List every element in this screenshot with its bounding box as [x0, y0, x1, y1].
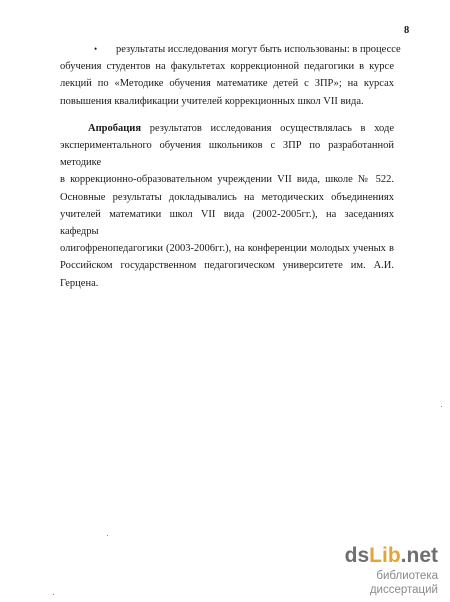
text-line: обучения студентов на факультетах коррекционной педагогики в курсе [60, 61, 394, 73]
dslib-watermark [318, 545, 438, 597]
text-line: Основные результаты докладывались на методических объединениях [60, 191, 394, 203]
scan-speck [53, 594, 54, 595]
text-line: повышения квалификации учителей коррекционных школ VII вида. [60, 95, 364, 107]
bullet-line-1 [60, 41, 401, 58]
approbation-paragraph [60, 120, 394, 292]
scan-speck [107, 535, 108, 536]
bullet-text: результаты исследования могут быть использованы: в процессе [116, 44, 401, 55]
bullet-icon: • [94, 44, 98, 54]
dslib-logo: dsLib.net [344, 544, 438, 567]
bullet-paragraph [60, 41, 401, 110]
text-line: в коррекционно-образовательном учреждении VII вида, школе № 522. [60, 174, 394, 186]
text-line [60, 120, 394, 137]
scan-speck [441, 406, 442, 407]
page-number: 8 [404, 25, 410, 36]
text-line: Герцена. [60, 277, 99, 289]
text-line: Российском государственном педагогическом университете им. А.И. [60, 260, 394, 272]
document-body [60, 41, 401, 292]
text-line: учителей математики школ VII вида (2002-2005гг.), на заседаниях кафедры [60, 208, 394, 238]
text-line: олигофренопедагогики (2003-2006гг.), на конференции молодых ученых в [60, 243, 394, 255]
dslib-subtitle: библиотека диссертаций [369, 570, 438, 596]
text-line: экспериментального обучения школьников с ЗПР по разработанной методике [60, 140, 394, 169]
approbation-heading: Апробация [88, 122, 142, 134]
first-line-rest: результатов исследования осуществлялась в ходе [149, 122, 395, 134]
text-line: лекций по «Методике обучения математике детей с ЗПР»; на курсах [60, 78, 394, 90]
